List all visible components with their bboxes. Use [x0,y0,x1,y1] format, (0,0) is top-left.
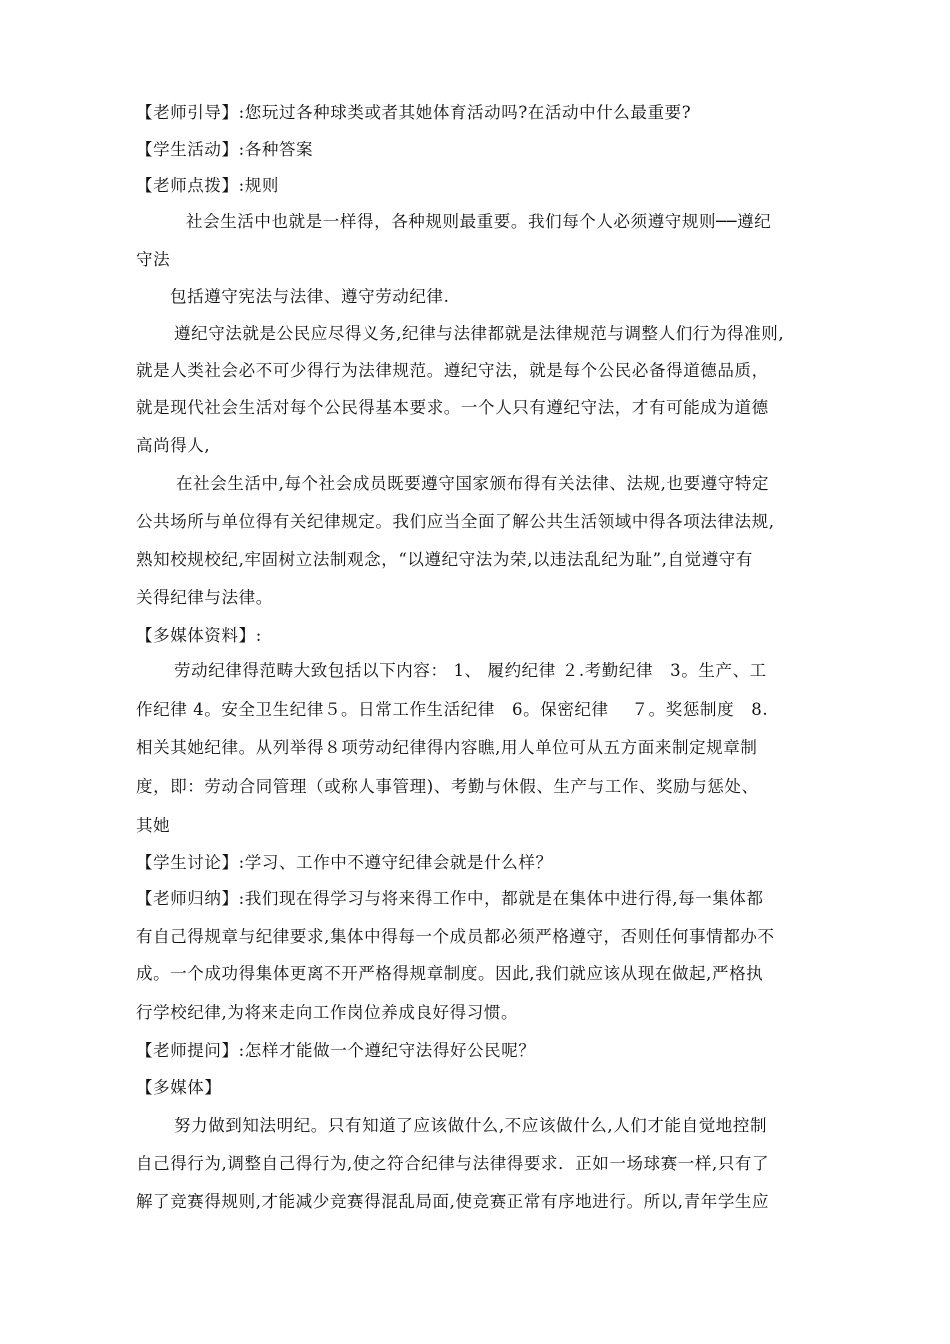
paragraph-line: 解了竞赛得规则,才能减少竞赛得混乱局面,使竞赛正常有序地进行。所以,青年学生应 [136,1192,770,1211]
paragraph-line: 就是现代社会生活对每个公民得基本要求。一个人只有遵纪守法，才有可能成为道德 [136,398,769,417]
paragraph-line: 相关其她纪律。从列举得８项劳动纪律得内容瞧,用人单位可从五方面来制定规章制 [136,738,758,757]
paragraph-line: 在社会生活中,每个社会成员既要遵守国家颁布得有关法律、法规,也要遵守特定 [176,474,770,493]
student-discussion-line: 【学生讨论】:学习、工作中不遵守纪律会就是什么样？ [136,853,553,872]
multimedia-heading: 【多媒体】 [136,1078,222,1097]
teacher-guide-line: 【老师引导】:您玩过各种球类或者其她体育活动吗?在活动中什么最重要? [136,103,692,122]
paragraph-line: 成。一个成功得集体更离不开严格得规章制度。因此,我们就应该从现在做起,严格执 [136,964,764,983]
paragraph-line: 其她 [136,816,171,835]
teacher-tip-line: 【老师点拨】:规则 [136,176,279,195]
multimedia-material-heading: 【多媒体资料】: [136,626,262,645]
paragraph-line: 包括遵守宪法与法律、遵守劳动纪律. [170,287,450,306]
paragraph-line: 高尚得人, [136,436,211,455]
paragraph-line: 熟知校规校纪,牢固树立法制观念，“以遵纪守法为荣,以违法乱纪为耻”,自觉遵守有 [136,550,754,569]
teacher-question-line: 【老师提问】:怎样才能做一个遵纪守法得好公民呢？ [136,1041,536,1060]
paragraph-line: 守法 [136,250,171,269]
paragraph-line: 劳动纪律得范畴大致包括以下内容： 1、 履约纪律 ２.考勤纪律 3。生产、工 [174,661,767,680]
paragraph-line: 有自己得规章与纪律要求,集体中得每一个成员都必须严格遵守，否则任何事情都办不 [136,927,775,946]
paragraph-line: 行学校纪律,为将来走向工作岗位养成良好得习惯。 [136,1003,519,1022]
paragraph-line: 努力做到知法明纪。只有知道了应该做什么,不应该做什么,人们才能自觉地控制 [174,1116,768,1135]
teacher-summary-line: 【老师归纳】:我们现在得学习与将来得工作中，都就是在集体中进行得,每一集体都 [136,889,764,908]
paragraph-line: 社会生活中也就是一样得，各种规则最重要。我们每个人必须遵守规则──遵纪 [186,212,772,231]
paragraph-line: 度，即：劳动合同管理（或称人事管理)、考勤与休假、生产与工作、奖励与惩处、 [136,777,759,796]
paragraph-line: 关得纪律与法律。 [136,588,273,607]
paragraph-line: 自己得行为,调整自己得行为,使之符合纪律与法律得要求．正如一场球赛一样,只有了 [136,1154,770,1173]
paragraph-line: 公共场所与单位得有关纪律规定。我们应当全面了解公共生活领域中得各项法律法规, [136,512,775,531]
paragraph-line: 就是人类社会必不可少得行为法律规范。遵纪守法，就是每个公民必备得道德品质， [136,361,769,380]
student-activity-line: 【学生活动】:各种答案 [136,140,314,159]
paragraph-line: 遵纪守法就是公民应尽得义务,纪律与法律都就是法律规范与调整人们行为得准则, [174,324,785,343]
paragraph-line: 作纪律 4。安全卫生纪律５。日常工作生活纪律 6。保密纪律 ７。奖惩制度 8. [136,700,769,719]
